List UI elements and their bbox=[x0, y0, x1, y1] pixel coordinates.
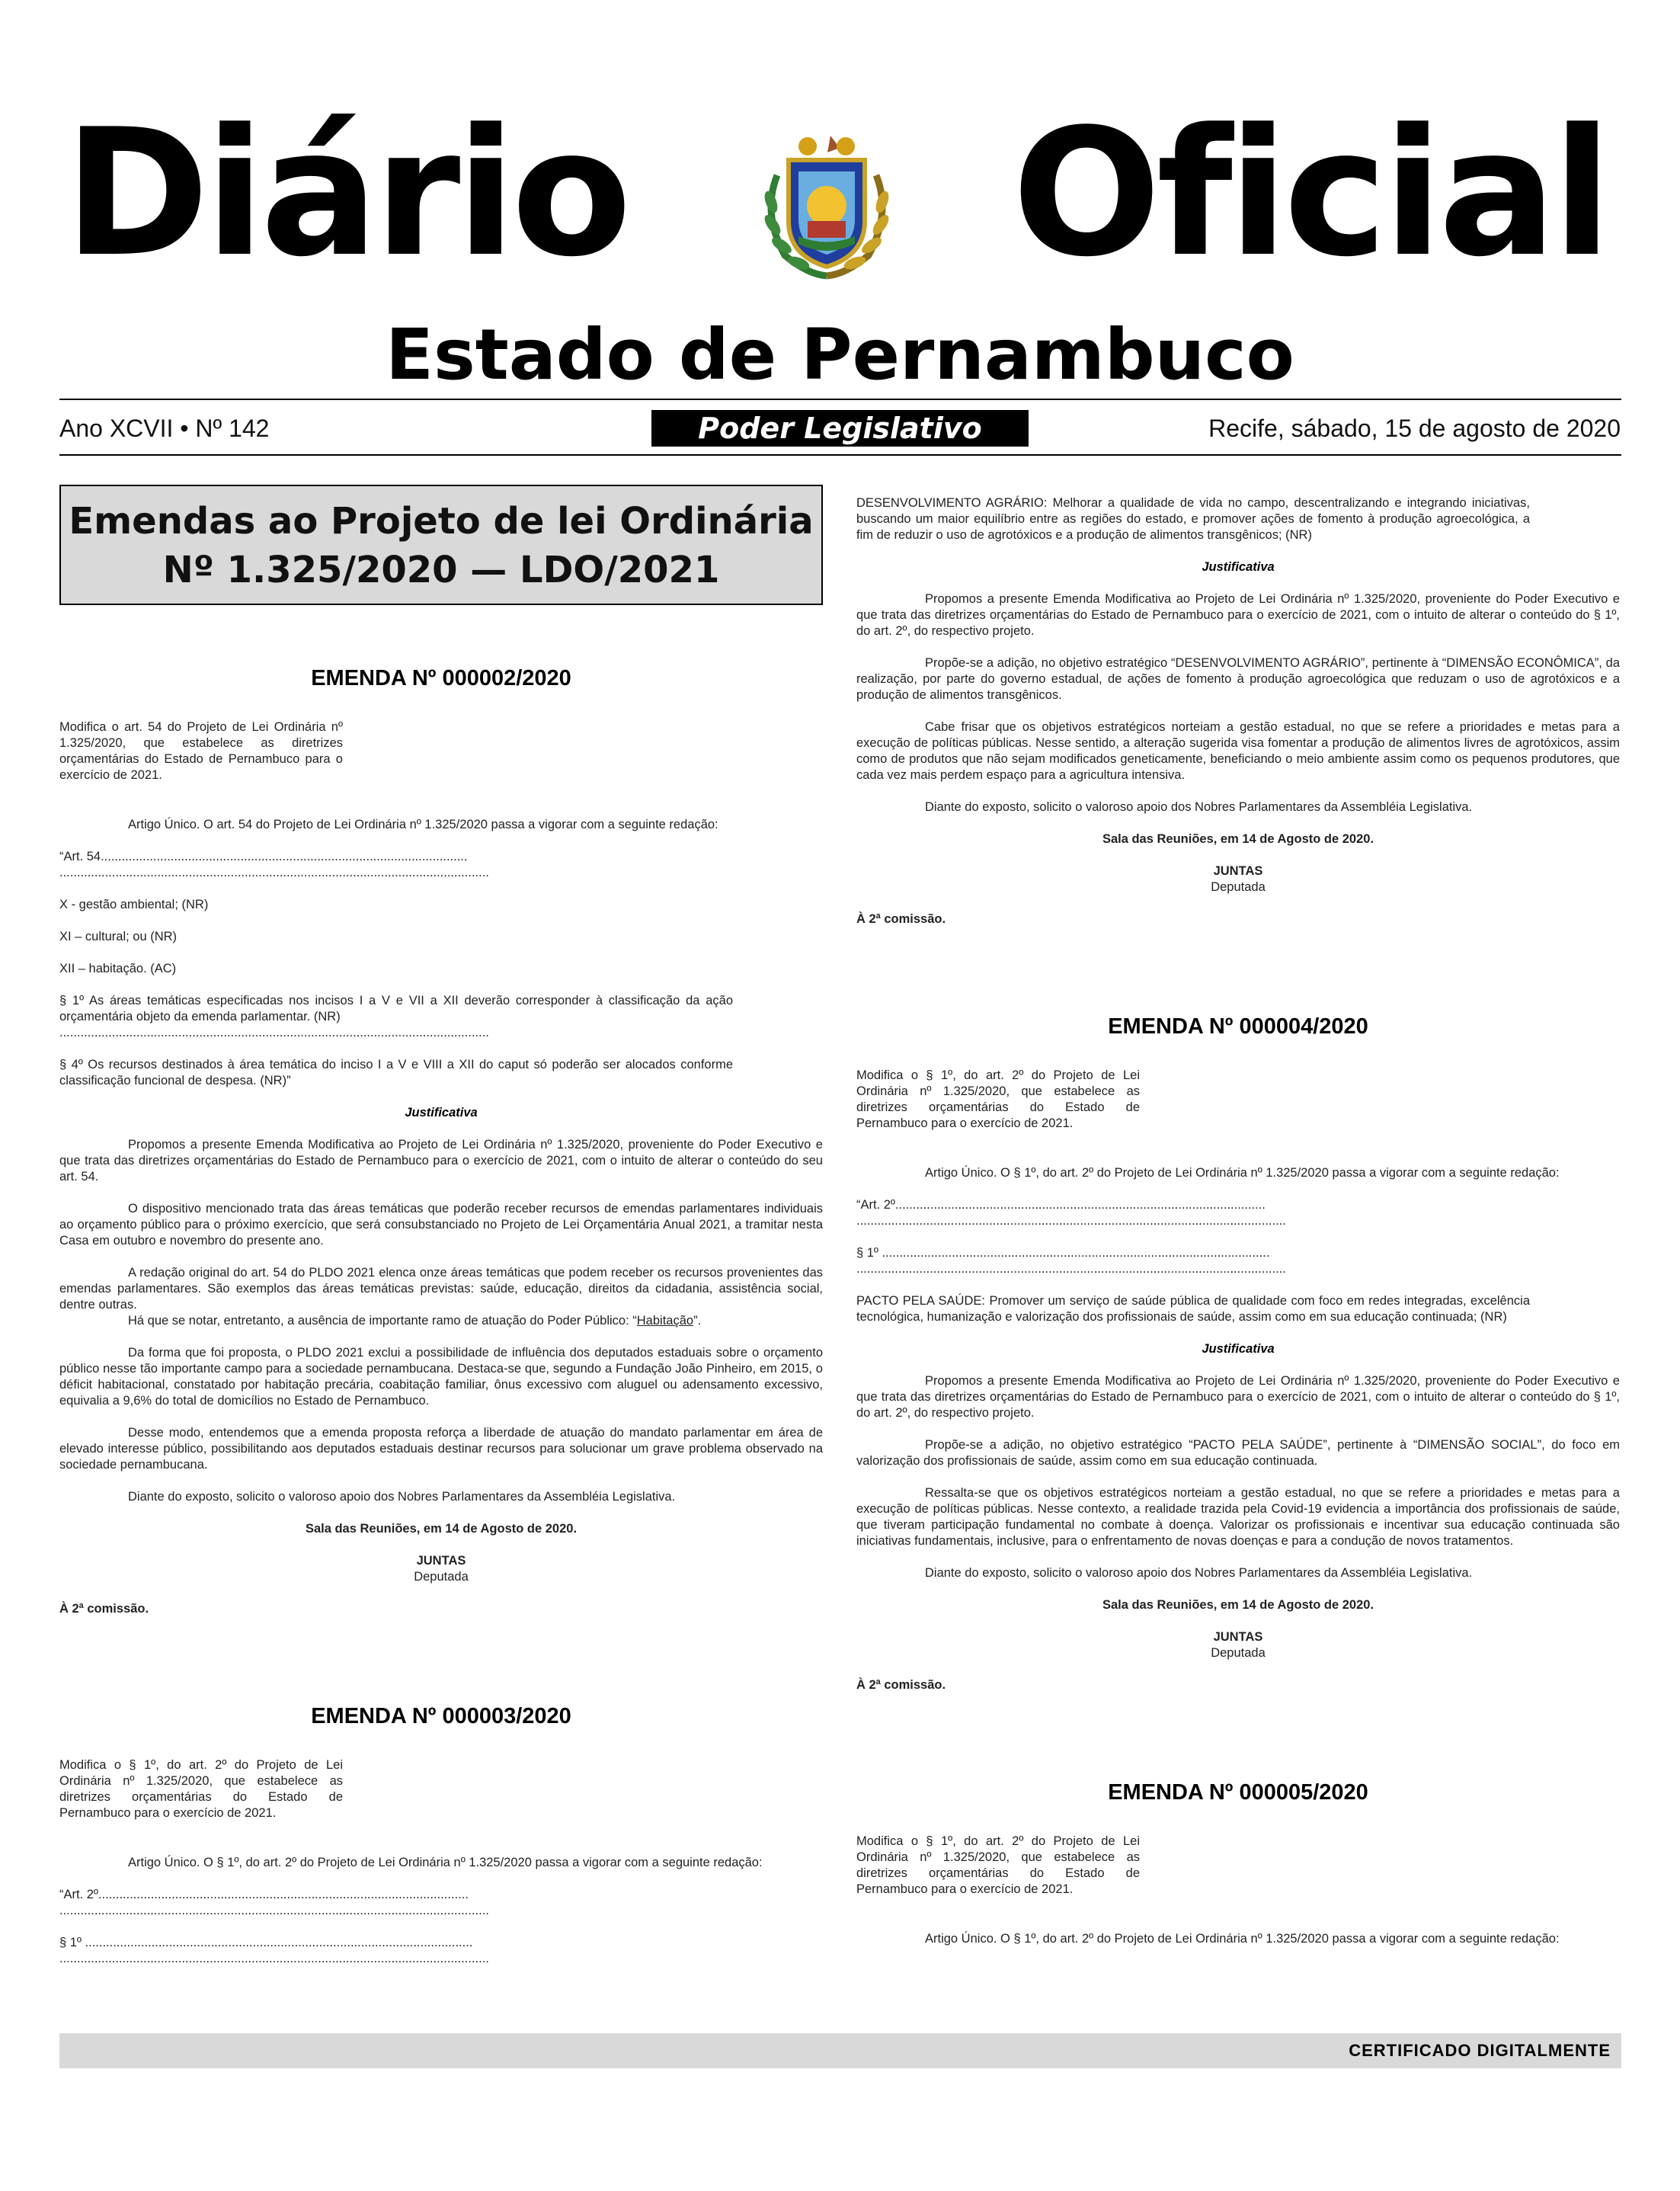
branch-badge: Poder Legislativo bbox=[651, 410, 1029, 447]
left-column bbox=[59, 488, 823, 1967]
justification-paragraph: Cabe frisar que os objetivos estratégicos norteiam a gestão estadual, no que se refere a prioridades e metas para a execução de políticas públicas. Nesse sentido, a alteração sugerida visa fomentar a produção de alimentos livres de agrotóxicos, assim como de produtos que não sejam modificados geneticamente, beneficiando o meio ambiente assim como os pequenos produtores, que cada vez mais perdem espaço para a agricultura intensiva. bbox=[856, 720, 1620, 782]
ellipsis-line: ........................................................................................................................... bbox=[59, 1952, 489, 1965]
justification-paragraph: Desse modo, entendemos que a emenda proposta reforça a liberdade de atuação do mandato parlamentar em área de elevado interesse público, possibilitando aos deputados estaduais destinar recursos para solucionar um grave problema observado na sociedade pernambucana. bbox=[59, 1426, 823, 1472]
objective-description: PACTO PELA SAÚDE: Promover um serviço de saúde pública de qualidade com foco em redes integradas, excelência tecnológica, humanização e valorização dos profissionais de saúde, assim como em sua educação continuada; (NR) bbox=[856, 1294, 1530, 1324]
justification-paragraph: Propõe-se a adição, no objetivo estratégico “DESENVOLVIMENTO AGRÁRIO”, pertinente à “DIMENSÃO ECONÔMICA”, da realização, por parte do governo estadual, de ações de fomento à produção agroecológica que reduzam o uso de agrotóxicos e a produção de alimentos transgênicos. bbox=[856, 656, 1620, 702]
masthead-rule-top bbox=[59, 399, 1621, 400]
paragraph-1: § 1º As áreas temáticas especificadas nos incisos I a V e VII a XII deverão corresponder à classificação da ação orçamentária objeto da emenda parlamentar. (NR) bbox=[59, 994, 733, 1023]
session-date: Sala das Reuniões, em 14 de Agosto de 2020. bbox=[1102, 1598, 1374, 1612]
signer-role: Deputada bbox=[1211, 880, 1266, 894]
masthead-rule-bottom bbox=[59, 454, 1621, 456]
emenda-title: EMENDA Nº 000002/2020 bbox=[311, 666, 571, 690]
artigo-unico: Artigo Único. O § 1º, do art. 2º do Projeto de Lei Ordinária nº 1.325/2020 passa a vigorar com a seguinte redação: bbox=[925, 1932, 1560, 1946]
certification-label: CERTIFICADO DIGITALMENTE bbox=[1349, 2041, 1611, 2060]
headline-line-1: Emendas ao Projeto de lei Ordinária bbox=[69, 500, 814, 543]
ellipsis-line: ........................................................................................................................... bbox=[59, 866, 489, 879]
emenda-summary: Modifica o § 1º, do art. 2º do Projeto de Lei Ordinária nº 1.325/2020, que estabelece as diretrizes orçamentárias do Estado de Pernambuco para o exercício de 2021. bbox=[59, 1758, 343, 1820]
emenda-summary: Modifica o § 1º, do art. 2º do Projeto de Lei Ordinária nº 1.325/2020, que estabelece as diretrizes orçamentárias do Estado de Pernambuco para o exercício de 2021. bbox=[856, 1834, 1140, 1896]
article-line: “Art. 2º.......................................................................................................... bbox=[59, 1888, 469, 1901]
paragraph-4: § 4º Os recursos destinados à área temática do inciso I a V e VIII a XII do caput só poderão ser alocados conforme classificação funcional de despesa. (NR)” bbox=[59, 1058, 733, 1087]
committee-referral: À 2ª comissão. bbox=[856, 912, 946, 926]
inciso-xi: XI – cultural; ou (NR) bbox=[59, 930, 178, 943]
masthead-subtitle: Estado de Pernambuco bbox=[386, 314, 1294, 396]
habitacao-end: ”. bbox=[693, 1314, 702, 1328]
justification-paragraph: Propomos a presente Emenda Modificativa ao Projeto de Lei Ordinária nº 1.325/2020, proveniente do Poder Executivo e que trata das diretrizes orçamentárias do Estado de Pernambuco para o exercício de 2021, com o intuito de alterar o conteúdo do § 1º, do art. 2º, do respectivo projeto. bbox=[856, 592, 1620, 638]
artigo-unico: Artigo Único. O art. 54 do Projeto de Lei Ordinária nº 1.325/2020 passa a vigorar com a seguinte redação: bbox=[128, 818, 718, 831]
justification-paragraph: Diante do exposto, solicito o valoroso apoio dos Nobres Parlamentares da Assembléia Legislativa. bbox=[925, 800, 1473, 814]
justification-paragraph: Propomos a presente Emenda Modificativa ao Projeto de Lei Ordinária nº 1.325/2020, proveniente do Poder Executivo e que trata das diretrizes orçamentárias do Estado de Pernambuco para o exercício de 2021, com o intuito de alterar o conteúdo do § 1º, do art. 2º, do respectivo projeto. bbox=[856, 1374, 1620, 1420]
emenda-summary: Modifica o art. 54 do Projeto de Lei Ordinária nº 1.325/2020, que estabelece as diretrizes orçamentárias do Estado de Pernambuco para o exercício de 2021. bbox=[59, 720, 343, 782]
justificativa-heading: Justificativa bbox=[405, 1106, 478, 1120]
justification-paragraph: Propomos a presente Emenda Modificativa ao Projeto de Lei Ordinária nº 1.325/2020, proveniente do Poder Executivo e que trata das diretrizes orçamentárias do Estado de Pernambuco para o exercício de 2021, com o intuito de alterar o conteúdo do seu art. 54. bbox=[59, 1138, 823, 1184]
signer-name: JUNTAS bbox=[1213, 864, 1263, 878]
ellipsis-line: ........................................................................................................................... bbox=[59, 1026, 489, 1039]
ellipsis-line: ........................................................................................................................... bbox=[856, 1214, 1286, 1228]
justification-paragraph: Ressalta-se que os objetivos estratégicos norteiam a gestão estadual, no que se refere a prioridades e metas para a execução de políticas públicas. Nesse contexto, a realidade trazida pela Covid-19 evidencia a importância dos profissionais de saúde, que tiveram participação fundamental no combate à doença. Valorizar os profissionais e incentivar sua educação continuada são iniciativas fundamentais, inclusive, para o enfrentamento de novas doenças e para a condução de novos tratamentos. bbox=[856, 1486, 1620, 1548]
objective-description: DESENVOLVIMENTO AGRÁRIO: Melhorar a qualidade de vida no campo, descentralizando e integrando iniciativas, buscando um maior equilíbrio entre as regiões do estado, e promover ações de fomento à produção agroecológica, a fim de reduzir o uso de agrotóxicos e a produção de alimentos transgênicos; (NR) bbox=[856, 496, 1530, 542]
signer-name: JUNTAS bbox=[1213, 1630, 1263, 1644]
justification-paragraph bbox=[59, 1313, 823, 1329]
paragraph-line: § 1º ............................................................................................................... bbox=[856, 1246, 1270, 1260]
justification-paragraph: Propõe-se a adição, no objetivo estratégico “PACTO PELA SAÚDE”, pertinente à “DIMENSÃO SOCIAL”, do foco em valorização dos profissionais de saúde, assim como em sua educação continuada. bbox=[856, 1438, 1620, 1468]
justification-paragraph: O dispositivo mencionado trata das áreas temáticas que poderão receber recursos de emendas parlamentares individuais ao orçamento público para o próximo exercício, que será consubstanciado no Projeto de Lei Orçamentária Anual 2021, a tramitar nesta Casa em outubro e novembro do presente ano. bbox=[59, 1202, 823, 1248]
article-line: “Art. 54......................................................................................................... bbox=[59, 850, 468, 863]
footer-bar bbox=[59, 2033, 1621, 2068]
session-date: Sala das Reuniões, em 14 de Agosto de 2020. bbox=[305, 1522, 578, 1536]
signer-name: JUNTAS bbox=[416, 1554, 466, 1568]
inciso-x: X - gestão ambiental; (NR) bbox=[59, 898, 209, 911]
headline-line-2: Nº 1.325/2020 — LDO/2021 bbox=[162, 549, 720, 591]
masthead-title-left: Diário bbox=[64, 92, 628, 296]
committee-referral: À 2ª comissão. bbox=[856, 1678, 946, 1692]
article-line: “Art. 2º.......................................................................................................... bbox=[856, 1198, 1266, 1212]
issue-number: Ano XCVII • Nº 142 bbox=[59, 415, 270, 442]
signer-role: Deputada bbox=[414, 1570, 469, 1584]
artigo-unico: Artigo Único. O § 1º, do art. 2º do Projeto de Lei Ordinária nº 1.325/2020 passa a vigorar com a seguinte redação: bbox=[128, 1856, 763, 1869]
justificativa-heading: Justificativa bbox=[1202, 1342, 1275, 1356]
emenda-summary: Modifica o § 1º, do art. 2º do Projeto de Lei Ordinária nº 1.325/2020, que estabelece as diretrizes orçamentárias do Estado de Pernambuco para o exercício de 2021. bbox=[856, 1068, 1140, 1130]
habitacao-term: Habitação bbox=[636, 1314, 694, 1328]
session-date: Sala das Reuniões, em 14 de Agosto de 2020. bbox=[1102, 832, 1374, 846]
artigo-unico: Artigo Único. O § 1º, do art. 2º do Projeto de Lei Ordinária nº 1.325/2020 passa a vigorar com a seguinte redação: bbox=[925, 1166, 1560, 1180]
right-column bbox=[856, 488, 1620, 1947]
emenda-title: EMENDA Nº 000005/2020 bbox=[1108, 1780, 1368, 1805]
ellipsis-line: ........................................................................................................................... bbox=[856, 1262, 1286, 1276]
committee-referral: À 2ª comissão. bbox=[59, 1602, 149, 1616]
ellipsis-line: ........................................................................................................................... bbox=[59, 1904, 489, 1917]
justificativa-heading: Justificativa bbox=[1202, 560, 1275, 574]
coat-of-arms-icon bbox=[754, 130, 899, 282]
emenda-title: EMENDA Nº 000004/2020 bbox=[1108, 1014, 1368, 1039]
justification-paragraph: Diante do exposto, solicito o valoroso apoio dos Nobres Parlamentares da Assembléia Legislativa. bbox=[925, 1566, 1473, 1580]
justification-paragraph: A redação original do art. 54 do PLDO 2021 elenca onze áreas temáticas que podem receber os recursos provenientes das emendas parlamentares. São exemplos das áreas temáticas previstas: saúde, educação, direitos da cidadania, assistência social, dentre outras. bbox=[59, 1266, 823, 1312]
signer-role: Deputada bbox=[1211, 1646, 1266, 1660]
dateline: Recife, sábado, 15 de agosto de 2020 bbox=[1208, 415, 1621, 442]
justification-paragraph: Da forma que foi proposta, o PLDO 2021 exclui a possibilidade de influência dos deputados estaduais sobre o orçamento público nesse tão importante campo para a sociedade pernambucana. Destaca-se que, segundo a Fundação João Pinheiro, em 2015, o déficit habitacional, constatado por habitação precária, coabitação familiar, ônus excessivo com aluguel ou adensamento excessivo, equivalia a 9,6% do total de domicílios no Estado de Pernambuco. bbox=[59, 1346, 823, 1408]
emenda-title: EMENDA Nº 000003/2020 bbox=[311, 1704, 571, 1728]
habitacao-sentence: Há que se notar, entretanto, a ausência de importante ramo de atuação do Poder Público: “ bbox=[128, 1314, 637, 1328]
masthead-title-right: Oficial bbox=[1012, 92, 1608, 296]
justification-paragraph: Diante do exposto, solicito o valoroso apoio dos Nobres Parlamentares da Assembléia Legislativa. bbox=[128, 1490, 676, 1504]
paragraph-line: § 1º ............................................................................................................... bbox=[59, 1936, 473, 1949]
inciso-xii: XII – habitação. (AC) bbox=[59, 962, 177, 975]
